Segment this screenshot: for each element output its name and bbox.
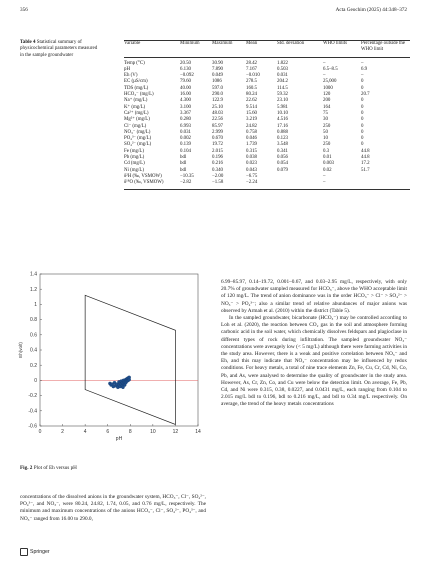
table-cell: – — [361, 73, 364, 79]
row-label: SO₄²⁻ (mg/L) — [124, 142, 152, 148]
table-cell: 122.9 — [212, 98, 224, 104]
table-cell: 0.079 — [277, 167, 289, 173]
table-cell: 0.670 — [212, 136, 224, 142]
table-cell: 0.280 — [180, 117, 192, 123]
table-cell: 51.7 — [361, 167, 370, 173]
table-cell: 75 — [323, 110, 328, 116]
row-label: Cd (mg/L) — [124, 161, 145, 167]
table-cell: 24.82 — [246, 123, 258, 129]
table-cell: 3.219 — [246, 117, 258, 123]
table-cell: 0.340 — [212, 167, 224, 173]
table-cell: 7.890 — [212, 66, 224, 72]
table-cell: 250 — [323, 142, 331, 148]
table-cell: 0.104 — [180, 148, 192, 154]
row-label: Ca²⁺ (mg/L) — [124, 110, 149, 116]
row-label: Mg²⁺ (mg/L) — [124, 117, 150, 123]
table-cell: 200 — [323, 98, 331, 104]
table-cell: 160.5 — [246, 85, 258, 91]
column-header: Std. deviation — [277, 41, 305, 46]
table-row — [124, 57, 410, 67]
table-cell: – — [323, 173, 326, 179]
table-cell: 0.056 — [277, 155, 289, 161]
y-tick-label: 1.4 — [30, 271, 37, 278]
table-cell: 3.367 — [180, 110, 192, 116]
table-cell: 0 — [361, 129, 364, 135]
table-cell: 164 — [323, 104, 331, 110]
x-axis-label: pH — [115, 436, 123, 442]
table-cell: 0.023 — [246, 161, 258, 167]
row-label: pH — [124, 66, 130, 72]
x-tick-label: 2 — [61, 429, 64, 435]
table-cell: – — [323, 73, 326, 79]
table-cell: 0.002 — [180, 136, 192, 142]
x-tick-label: 0 — [38, 429, 42, 435]
table-cell: 0 — [361, 98, 364, 104]
table-cell: 0.139 — [180, 142, 192, 148]
y-tick-label: -0.2 — [28, 393, 37, 400]
x-tick-label: 8 — [128, 429, 132, 435]
left-column-text — [20, 494, 206, 523]
row-label: δ²H (‰, VSMOW) — [124, 173, 162, 179]
column-header: Minimum — [180, 41, 200, 46]
table-cell: 2.015 — [212, 148, 224, 154]
table-cell: 17.16 — [277, 123, 289, 129]
plot-frame — [40, 274, 198, 426]
table-cell: 1.822 — [277, 57, 323, 67]
paragraph: 6.99–85.97, 0.14–19.72, 0.001–0.67, and 0.03–2.95 mg/L, respectively, with only 20.7% of groundwater sampled measured for HCO₃⁻, above the WHO acceptable limit of 120 mg/L. The trend of anion dominance was in the order HCO₃⁻ > Cl⁻ > SO₄²⁻ > NO₃⁻ > PO₄³⁻; also a similar trend of relative abundances of major anions was observed by Armah et al. (2010) within the district (Table 5). — [221, 279, 407, 314]
table-cell: 278.5 — [246, 79, 258, 85]
table-cell: 0 — [361, 79, 364, 85]
table-cell: 6.5–8.5 — [323, 66, 338, 72]
eh-ph-plot — [16, 266, 206, 446]
table-cell: 44.8 — [361, 148, 370, 154]
data-point — [121, 386, 124, 389]
table-cell: −2.00 — [212, 173, 224, 179]
table-cell: 6.993 — [180, 123, 192, 129]
table-cell: −10.35 — [180, 173, 194, 179]
table-cell: 0 — [361, 142, 364, 148]
table-caption-label: Table 4 — [20, 40, 36, 45]
table-cell: 7.167 — [246, 66, 258, 72]
table-cell: 30.90 — [212, 57, 246, 67]
table-cell: 0.888 — [277, 129, 289, 135]
figure-caption-text: Plot of Eh versus pH — [33, 465, 77, 471]
table-cell: 0.341 — [277, 148, 289, 154]
table-cell: 17.2 — [361, 161, 370, 167]
table-cell: 0.049 — [212, 73, 224, 79]
row-label: PO₄³⁻ (mg/L) — [124, 136, 152, 142]
table-header-row — [124, 41, 410, 58]
table-cell: 44.8 — [361, 155, 370, 161]
right-column-text — [221, 279, 407, 409]
stability-boundary — [85, 295, 175, 424]
data-point — [128, 378, 131, 381]
table-cell: 79.60 — [180, 79, 192, 85]
table-cell: 2.999 — [212, 129, 224, 135]
y-tick-label: 0.8 — [30, 317, 37, 324]
table-cell: 20.50 — [180, 57, 212, 67]
table-cell: 0.031 — [277, 73, 289, 79]
page-header — [20, 7, 407, 15]
table-cell: 59.32 — [277, 92, 289, 98]
table-cell: 9.514 — [246, 104, 258, 110]
table-cell: 10 — [323, 136, 328, 142]
paragraph: concentrations of the dissolved anions in the groundwater system, HCO₃⁻, Cl⁻, SO₄²⁻, PO₄³⁻, and NO₃⁻, were 80.24, 24.82, 1.74, 0.05, and 0.76 mg/L, respectively. The minimum and maximum concentrations of the anions HCO₃⁻, Cl⁻, SO₄²⁻, PO₄³⁻, and NO₃⁻ ranged from 16.00 to 290.0, — [20, 494, 206, 522]
row-label: Na⁺ (mg/L) — [124, 98, 148, 104]
table-cell: 0.3 — [323, 148, 330, 154]
table-cell: −1.58 — [212, 180, 246, 189]
table-cell: 28.42 — [246, 57, 277, 67]
table-cell: 85.97 — [212, 123, 224, 129]
y-tick-label: 0.6 — [30, 332, 37, 339]
x-tick-label: 12 — [172, 429, 179, 435]
row-label: Fe (mg/L) — [124, 148, 144, 154]
publisher-name: Springer — [30, 549, 50, 555]
y-tick-label: 1 — [34, 302, 37, 308]
table-cell: 0.503 — [277, 66, 289, 72]
y-tick-label: 0.2 — [30, 362, 37, 369]
table-cell: 0.196 — [212, 155, 224, 161]
table-row — [124, 180, 410, 189]
table-cell: 0.003 — [323, 161, 335, 167]
table-cell: bdl — [180, 161, 187, 167]
table-cell — [361, 180, 410, 189]
table-cell: – — [323, 57, 361, 67]
table-cell: 0 — [361, 117, 364, 123]
table-cell: −0.092 — [180, 73, 194, 79]
table-cell: 597.0 — [212, 85, 224, 91]
table-cell: 5.981 — [277, 104, 289, 110]
row-label: HCO₃⁻ (mg/L) — [124, 92, 154, 98]
table-cell: 40.00 — [180, 85, 192, 91]
table-cell: 6.130 — [180, 66, 192, 72]
column-header: Mean — [246, 41, 258, 46]
table-cell: 0.01 — [323, 155, 332, 161]
table-cell: 120 — [323, 92, 331, 98]
springer-logo-icon — [20, 548, 28, 556]
paragraph: In the sampled groundwater, bicarbonate (HCO₃⁻) may be controlled according to Loh et al. (2020), the reaction between CO₂ gas in the soil and atmosphere forming carbonic acid in the soil water, which chemically dissolves feldspars and plagioclase in different types of rock during infiltration. The sampled groundwater NO₃⁻ concentrations were averagely low (< 5 mg/L) although there were farming activities in the study area. However, there is a weak and positive correlation between NO₃⁻ and Eh, and this may indicate that NO₃⁻ concentration may be influenced by redox conditions. For heavy metals, a total of nine trace elements Zn, Fe, Cu, Cr, Cd, Ni, Co, Pb, and As, were analysed to determine the quality of groundwater in the study area. However, As, Cr, Zn, Co, and Cu were below the detection limit. On average, Fe, Pb, Cd, and Ni were 0.315, 0.38, 0.0227, and 0.0431 mg/L, each ranging from 0.104 to 2.015 mg/L bdl to 0.196, bdl to 0.216 mg/L, and bdl to 0.34 mg/L respectively. On average, the trend of the heavy metals concentrations — [221, 315, 407, 408]
table-cell: 16.00 — [180, 92, 192, 98]
row-label: Ni (mg/L) — [124, 167, 144, 173]
column-header: WHO limits — [323, 41, 348, 46]
table-cell: −2.24 — [246, 180, 277, 189]
page-number: 356 — [20, 7, 28, 13]
table-cell: 0.031 — [180, 129, 192, 135]
table-cell: 19.72 — [212, 142, 224, 148]
y-axis-label: Eh(volt) — [18, 342, 23, 358]
table-cell: 114.5 — [277, 85, 288, 91]
column-header: Maximum — [212, 41, 233, 46]
table-cell: – — [323, 180, 361, 189]
table-cell: 20.7 — [361, 92, 370, 98]
table-cell: 0 — [361, 123, 364, 129]
table-cell: 0.046 — [246, 136, 258, 142]
table-caption-text: Statistical summary of physicochemical parameters measured in the sample groundwater — [20, 40, 98, 58]
table-cell: 10.10 — [277, 110, 289, 116]
table-cell: 6.9 — [361, 66, 368, 72]
y-tick-label: 1.2 — [30, 286, 37, 293]
table-cell: – — [361, 57, 410, 67]
table-cell: 1086 — [212, 79, 222, 85]
column-header: Variable — [124, 41, 141, 46]
table-cell: 0 — [361, 104, 364, 110]
row-label: Eh (V) — [124, 73, 138, 79]
table-cell: 25,000 — [323, 79, 337, 85]
table-cell: 22.62 — [246, 98, 258, 104]
table-cell: 204.2 — [277, 79, 289, 85]
table-cell: 250 — [323, 123, 331, 129]
table-cell: bdl — [180, 155, 187, 161]
table-cell — [277, 180, 323, 189]
x-tick-label: 14 — [195, 429, 201, 435]
table-cell: 1000 — [323, 85, 333, 91]
table-cell: 50 — [323, 129, 328, 135]
row-label: K⁺ (mg/L) — [124, 104, 146, 110]
table-cell: 48.03 — [212, 110, 224, 116]
y-tick-label: -0.6 — [28, 423, 37, 430]
journal-citation: Acta Geochim (2025) 44:348–372 — [335, 7, 407, 13]
page-footer — [20, 548, 50, 556]
y-tick-label: -0.4 — [28, 408, 37, 415]
table-cell: −6.75 — [246, 173, 258, 179]
table-caption — [20, 40, 102, 59]
table-cell: 0 — [361, 85, 364, 91]
table-cell: 0.054 — [277, 161, 289, 167]
x-tick-label: 10 — [150, 429, 156, 435]
table-cell: 4.300 — [180, 98, 192, 104]
row-label: NO₃⁻ (mg/L) — [124, 129, 151, 135]
table-cell: 0.758 — [246, 129, 258, 135]
table-cell: −0.010 — [246, 73, 260, 79]
table-cell: 80.24 — [246, 92, 258, 98]
table-cell: 0.123 — [277, 136, 289, 142]
table-cell: 4.516 — [277, 117, 289, 123]
x-tick-label: 6 — [106, 429, 110, 435]
figure-caption — [20, 465, 77, 471]
table-cell: −2.82 — [180, 180, 212, 189]
row-label: Temp (°C) — [124, 57, 180, 67]
table-cell: 30 — [323, 117, 328, 123]
y-tick-label: 0.4 — [30, 347, 37, 354]
table-cell: 3.548 — [277, 142, 289, 148]
row-label: EC (µS/cm) — [124, 79, 148, 85]
table-cell: 0 — [361, 110, 364, 116]
table-cell: 3.100 — [180, 104, 192, 110]
table-cell: 0.216 — [212, 161, 224, 167]
table-cell: 25.10 — [212, 104, 224, 110]
table-cell: 290.0 — [212, 92, 224, 98]
table-cell: bdl — [180, 167, 187, 173]
statistics-table — [124, 40, 410, 190]
table-cell: 0 — [361, 136, 364, 142]
table-cell: 22.56 — [212, 117, 224, 123]
row-label: Cl⁻ (mg/L) — [124, 123, 147, 129]
table-cell: 23.10 — [277, 98, 289, 104]
row-label: Pb (mg/L) — [124, 155, 145, 161]
table-cell: 0.038 — [246, 155, 258, 161]
table-cell: 0.315 — [246, 148, 258, 154]
table-cell: 1.739 — [246, 142, 258, 148]
table-cell: 15.60 — [246, 110, 258, 116]
y-tick-label: 0 — [34, 378, 37, 384]
figure-caption-label: Fig. 2 — [20, 465, 33, 471]
table-cell: 0.043 — [246, 167, 258, 173]
row-label: TDS (mg/L) — [124, 85, 149, 91]
table-cell: 0.02 — [323, 167, 332, 173]
row-label: δ¹⁸O (‰, VSMOW) — [124, 180, 180, 189]
x-tick-label: 4 — [83, 429, 87, 435]
column-header: Percentage outside the WHO limit — [361, 41, 405, 53]
